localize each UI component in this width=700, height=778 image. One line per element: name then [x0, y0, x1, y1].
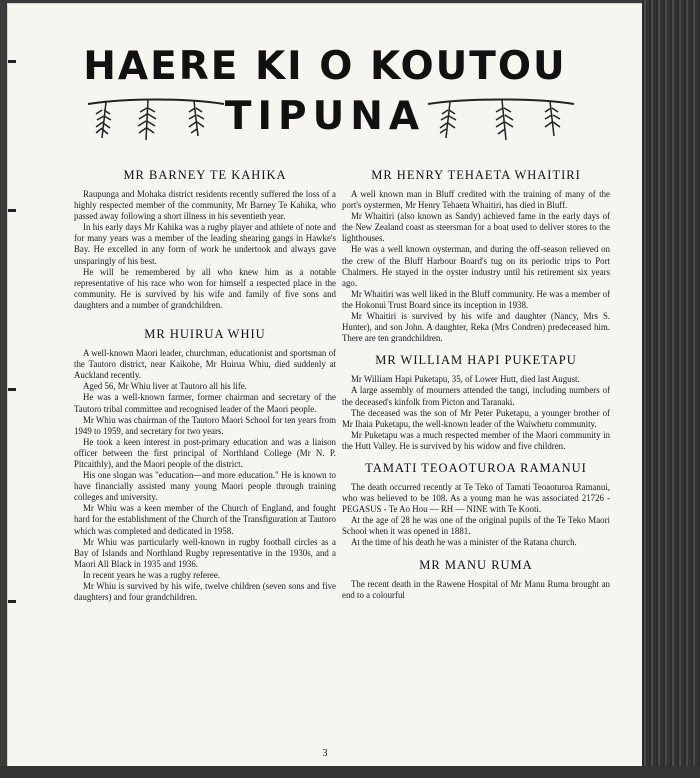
paragraph: A well-known Maori leader, churchman, educationist and sportsman of the Tautoro district, near Kaikohe, Mr Huirua Whiu, died suddenly at Auckland recently. [74, 348, 336, 381]
section-heading: MR BARNEY TE KAHIKA [123, 168, 287, 182]
obituary-henry-whaitiri [342, 168, 610, 344]
paragraph: The death occurred recently at Te Teko of Tamati Teoaoturoa Ramanui, who was believed to be 108. As a young man he was associated 21726 - PEGASUS - Te Ao Hou — RH — NINE with Te Kooti. [342, 481, 610, 515]
page-title-line1: HAERE KI O KOUTOU [83, 44, 567, 89]
section-heading: MR HENRY TEHAETA WHAITIRI [371, 168, 581, 182]
paragraph: Raupunga and Mohaka district residents recently suffered the loss of a highly respected member of the community, Mr Barney Te Kahika, who passed away following a short illness in his seventieth year. [74, 189, 336, 222]
binding-hole-mark [8, 60, 16, 63]
binding-hole-mark [8, 600, 16, 603]
paragraph: Mr William Hapi Puketapu, 35, of Lower Hutt, died last August. [351, 374, 580, 385]
obituary-manu-ruma [342, 558, 610, 601]
paragraph: Mr Whiu was particularly well-known in rugby football circles as a Bay of Islands and Northland Rugby representative in the 1930s, and a Maori All Black in 1935 and 1936. [74, 536, 336, 569]
paragraph: A large assembly of mourners attended the tangi, including numbers of the deceased's kinfolk from Picton and Taranaki. [342, 385, 610, 407]
paragraph: In recent years he was a rugby referee. [83, 569, 220, 580]
scan-background-spine [642, 0, 700, 778]
paragraph: Mr Whaitiri is survived by his wife and daughter (Nancy, Mrs S. Hunter), and son John. A daughter, Reka (Mrs Condren) predeceased him. There are ten grandchildren. [342, 311, 610, 344]
paragraph: He will be remembered by all who knew him as a notable representative of his race who won for himself a respected place in the community. He is survived by his wife and family of five sons and daughters and a number of grandchildren. [74, 266, 336, 310]
section-heading: MR WILLIAM HAPI PUKETAPU [375, 353, 577, 368]
paragraph: The deceased was the son of Mr Peter Puketapu, a younger brother of Mr Ihaia Puketapu, the well-known leader of the Waiwhetu community. [342, 407, 610, 429]
paragraph: At the time of his death he was a minister of the Ratana church. [351, 537, 577, 548]
paragraph: Aged 56, Mr Whiu liver at Tautoro all his life. [83, 381, 247, 392]
paragraph: He was a well known oysterman, and during the off-season relieved on the crew of the Bluff Harbour Board's tug on its periodic trips to Port Chalmers. He stayed in the oyster industry until his retirement six years ago. [342, 244, 610, 288]
left-column [74, 168, 336, 612]
paragraph: At the age of 28 he was one of the original pupils of the Te Teko Maori School when it was opened in 1881. [342, 515, 610, 537]
binding-hole-mark [8, 209, 16, 212]
paragraph: He was a well-known farmer, former chairman and secretary of the Tautoro tribal committee and recognised leader of the Maori people. [74, 392, 336, 414]
section-heading: TAMATI TEOAOTUROA RAMANUI [365, 460, 587, 475]
section-heading: MR HUIRUA WHIU [144, 327, 266, 342]
paragraph: Mr Puketapu was a much respected member of the Maori community in the Hutt Valley. He is survived by his widow and five children. [342, 429, 610, 451]
paragraph: Mr Whiu is survived by his wife, twelve children (seven sons and five daughters) and four grandchildren. [74, 581, 336, 603]
section-heading: MR MANU RUMA [419, 557, 533, 572]
obituary-huirua-whiu [74, 327, 336, 603]
paragraph: Mr Whaitiri (also known as Sandy) achieved fame in the early days of the New Zealand coast as steersman for a boat used to deliver stores to the lighthouses. [342, 211, 610, 244]
document-page [8, 4, 642, 766]
page-number: 3 [322, 748, 328, 759]
obituary-barney-te-kahika [74, 168, 336, 311]
paragraph: The recent death in the Rawene Hospital of Mr Manu Ruma brought an end to a colourful [342, 578, 610, 600]
obituary-william-puketapu [342, 353, 610, 452]
paragraph: His one slogan was "education—and more education." He is known to have financially assisted many young Maori people through training colleges and university. [74, 470, 336, 503]
page-title-line2: TIPUNA [224, 94, 426, 139]
paragraph: Mr Whiu was a keen member of the Church of England, and fought hard for the establishment of the Church of the Transfiguration at Tautoro which was completed and dedicated in 1958. [74, 503, 336, 536]
paragraph: Mr Whiu was chairman of the Tautoro Maori School for ten years from 1949 to 1959, and secretary for two years. [74, 414, 336, 436]
paragraph: A well known man in Bluff credited with the training of many of the port's oystermen, Mr Henry Tehaeta Whaitiri, has died in Bluff. [342, 189, 610, 211]
paragraph: In his early days Mr Kahika was a rugby player and athlete of note and for many years was a member of the leading shearing gangs in Hawke's Bay. He excelled in any form of work he undertook and always gave unsparingly of his best. [74, 222, 336, 266]
obituary-tamati-ramanui [342, 461, 610, 549]
scan-background-bottom [0, 766, 700, 778]
paragraph: He took a keen interest in post-primary education and was a liaison officer between the first principal of Northland College (Mr N. P. Pitcaithly), and the Maori people of the district. [74, 436, 336, 469]
binding-hole-mark [8, 388, 16, 391]
paragraph: Mr Whaitiri was well liked in the Bluff community. He was a member of the Hokonui Trust Board since its inception in 1938. [342, 288, 610, 310]
right-column [342, 168, 610, 610]
